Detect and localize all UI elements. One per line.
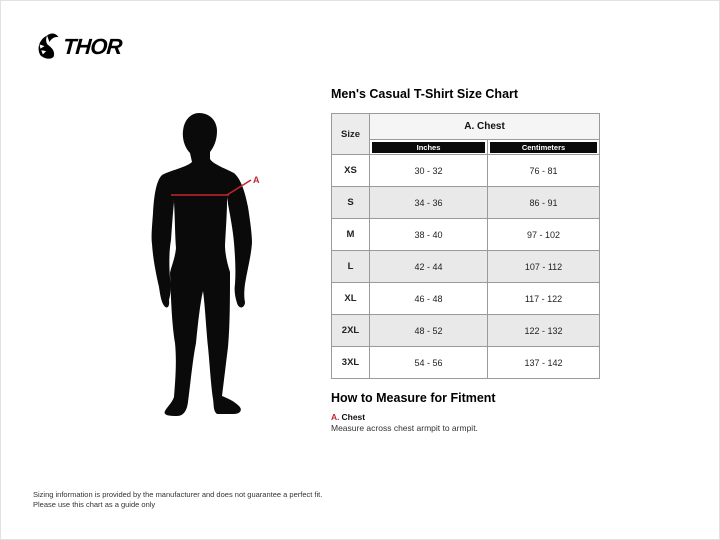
header-size: Size xyxy=(332,114,370,155)
silhouette-left-arm xyxy=(152,175,174,307)
measure-item-description: Measure across chest armpit to armpit. xyxy=(331,423,478,433)
how-to-measure-title: How to Measure for Fitment xyxy=(331,391,496,405)
cell-centimeters: 137 - 142 xyxy=(488,347,600,379)
measure-item-chest xyxy=(331,412,365,422)
table-row-3xl xyxy=(332,347,600,379)
cell-inches: 34 - 36 xyxy=(370,187,488,219)
disclaimer-footer xyxy=(33,490,322,510)
cell-size: S xyxy=(332,187,370,219)
cell-centimeters: 86 - 91 xyxy=(488,187,600,219)
cell-size: XL xyxy=(332,283,370,315)
cell-inches: 30 - 32 xyxy=(370,155,488,187)
header-centimeters-cell xyxy=(488,140,600,155)
thor-helmet-icon xyxy=(33,31,61,63)
cell-centimeters: 122 - 132 xyxy=(488,315,600,347)
cell-centimeters: 107 - 112 xyxy=(488,251,600,283)
brand-logo-text: THOR xyxy=(62,34,123,59)
chest-measure-label: A xyxy=(253,175,260,185)
cell-size: 3XL xyxy=(332,347,370,379)
cell-inches: 46 - 48 xyxy=(370,283,488,315)
table-row-2xl xyxy=(332,315,600,347)
measure-item-name: Chest xyxy=(341,412,366,422)
disclaimer-line-1: Sizing information is provided by the manufacturer and does not guarantee a perfect fit. xyxy=(33,490,323,499)
table-row-xs xyxy=(332,155,600,187)
cell-inches: 54 - 56 xyxy=(370,347,488,379)
cell-inches: 48 - 52 xyxy=(370,315,488,347)
cell-inches: 38 - 40 xyxy=(370,219,488,251)
cell-size: M xyxy=(332,219,370,251)
cell-inches: 42 - 44 xyxy=(370,251,488,283)
table-subheader-row xyxy=(332,140,600,155)
cell-centimeters: 117 - 122 xyxy=(488,283,600,315)
male-silhouette-graphic xyxy=(141,101,311,431)
size-chart-table xyxy=(331,113,600,379)
table-row-l xyxy=(332,251,600,283)
disclaimer-line-2: Please use this chart as a guide only xyxy=(33,500,156,510)
cell-size: L xyxy=(332,251,370,283)
table-row-s xyxy=(332,187,600,219)
table-row-xl xyxy=(332,283,600,315)
table-row-m xyxy=(332,219,600,251)
cell-size: XS xyxy=(332,155,370,187)
header-centimeters: Centimeters xyxy=(490,142,597,153)
cell-size: 2XL xyxy=(332,315,370,347)
cell-centimeters: 97 - 102 xyxy=(488,219,600,251)
cell-centimeters: 76 - 81 xyxy=(488,155,600,187)
header-inches: Inches xyxy=(372,142,485,153)
body-measurement-figure xyxy=(141,101,311,431)
measure-item-key: A. xyxy=(331,412,340,422)
brand-logo xyxy=(33,31,121,63)
table-header-row xyxy=(332,114,600,140)
size-chart-title: Men's Casual T-Shirt Size Chart xyxy=(331,87,519,101)
header-inches-cell xyxy=(370,140,488,155)
header-chest-group: A. Chest xyxy=(370,114,600,140)
silhouette-body xyxy=(162,113,241,416)
